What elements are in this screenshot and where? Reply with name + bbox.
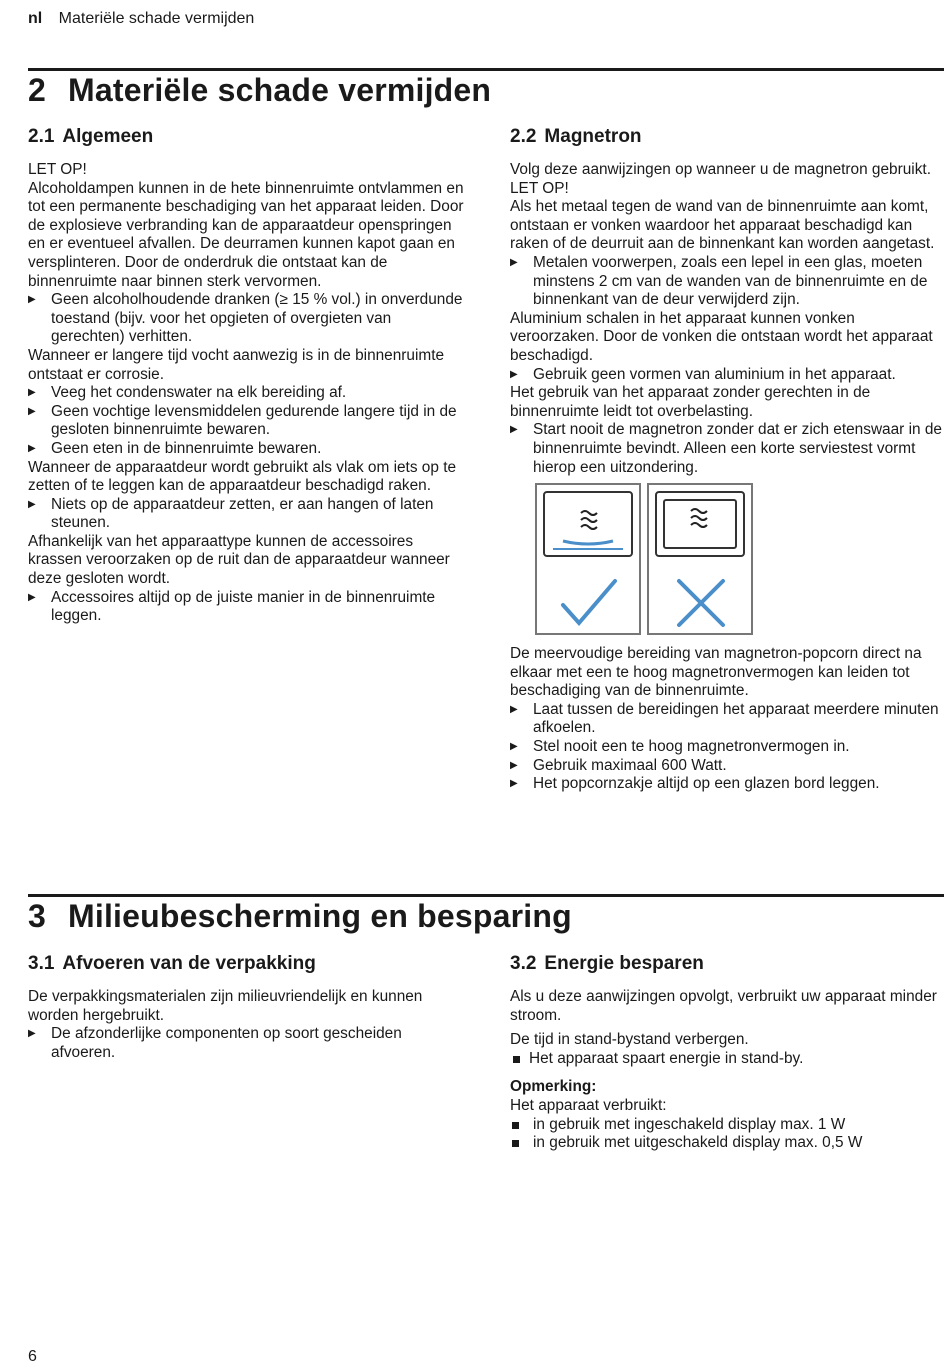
- square-list: [510, 1050, 942, 1069]
- paragraph: Aluminium schalen in het apparaat kunnen vonken veroorzaken. Door de vonken die ontstaan wordt het apparaat beschadigd.: [510, 309, 933, 364]
- microwave-waves-icon: [657, 493, 743, 555]
- page-number: 6: [28, 1348, 37, 1365]
- paragraph: De meervoudige bereiding van magnetron-popcorn direct na elkaar met een te hoog magnetronvermogen kan leiden tot beschadiging van de binnenruimte.: [510, 645, 922, 700]
- instruction-list: [28, 291, 468, 347]
- list-item-text: Het popcornzakje altijd op een glazen bord leggen.: [533, 775, 880, 793]
- list-item-text: Stel nooit een te hoog magnetronvermogen in.: [533, 738, 850, 756]
- section-title: Magnetron: [544, 126, 642, 147]
- list-item: [510, 366, 942, 385]
- square-bullet-icon: [513, 1056, 520, 1063]
- list-item-text: Laat tussen de bereidingen het apparaat meerdere minuten afkoelen.: [533, 700, 939, 737]
- bullet-icon: ▶: [28, 442, 36, 454]
- section-3-2: [510, 952, 942, 1153]
- section-heading: [28, 125, 468, 149]
- list-item-text: in gebruik met ingeschakeld display max. 1 W: [533, 1115, 846, 1133]
- list-item: [28, 589, 468, 626]
- paragraph: Wanneer er langere tijd vocht aanwezig is in de binnenruimte ontstaat er corrosie.: [28, 346, 445, 383]
- instruction-list: [28, 589, 468, 626]
- bullet-icon: ▶: [510, 778, 518, 790]
- section-2-1: [28, 125, 468, 626]
- chapter-rule: [28, 68, 944, 71]
- chapter-title-text: Materiële schade vermijden: [68, 72, 492, 108]
- section-heading: [510, 952, 942, 976]
- paragraph: Het gebruik van het apparaat zonder gerechten in de binnenruimte leidt tot overbelasting.: [510, 384, 871, 420]
- bullet-icon: ▶: [510, 703, 518, 715]
- note-label: Opmerking:: [510, 1078, 597, 1096]
- square-bullet-icon: [512, 1122, 519, 1129]
- language-code: nl: [28, 10, 43, 27]
- microwave-icon: [655, 491, 745, 557]
- instruction-list: [28, 496, 468, 533]
- square-list: [510, 1116, 942, 1153]
- note-text: Het apparaat verbruikt:: [510, 1096, 667, 1114]
- instruction-list: [510, 421, 942, 477]
- list-item-text: Geen vochtige levensmiddelen gedurende langere tijd in de gesloten binnenruimte bewaren.: [51, 402, 457, 439]
- list-item-text: Niets op de apparaatdeur zetten, er aan hangen of laten steunen.: [51, 495, 434, 532]
- list-item: [510, 254, 942, 310]
- instruction-list: [28, 384, 468, 458]
- list-item: [28, 403, 468, 440]
- list-item-text: Metalen voorwerpen, zoals een lepel in een glas, moeten minstens 2 cm van de wanden van de binnenruimte en de binnenkant van de deur verwijderd zijn.: [533, 253, 928, 309]
- list-item-text: Accessoires altijd op de juiste manier in de binnenruimte leggen.: [51, 588, 436, 625]
- bullet-icon: ▶: [510, 424, 518, 436]
- microwave-usage-figure: [535, 483, 942, 635]
- running-title: Materiële schade vermijden: [58, 10, 255, 27]
- chapter-number: 2: [28, 72, 46, 108]
- check-icon: [557, 575, 621, 631]
- bullet-icon: ▶: [28, 294, 36, 306]
- section-number: 3.2: [510, 953, 537, 974]
- list-item: [28, 496, 468, 533]
- section-heading: [28, 952, 468, 976]
- chapter-rule: [28, 894, 944, 897]
- chapter-2-title: [28, 72, 491, 109]
- microwave-waves-icon: [545, 493, 631, 555]
- section-title: Energie besparen: [544, 953, 704, 974]
- cross-icon: [669, 575, 733, 631]
- warning-label: LET OP!: [28, 161, 87, 178]
- figure-panel-correct: [535, 483, 641, 635]
- list-item-text: Gebruik maximaal 600 Watt.: [533, 756, 727, 774]
- figure-panel-wrong: [647, 483, 753, 635]
- microwave-icon: [543, 491, 633, 557]
- list-item: [28, 291, 468, 347]
- list-item-text: Geen alcoholhoudende dranken (≥ 15 % vol.) in onverdunde toestand (bijv. voor het opgieten of overgieten van gerechten) verhitten.: [51, 291, 463, 346]
- paragraph: Volg deze aanwijzingen op wanneer u de magnetron gebruikt.: [510, 161, 931, 178]
- chapter-3-title: [28, 898, 572, 935]
- bullet-icon: ▶: [28, 405, 36, 417]
- section-title: Afvoeren van de verpakking: [62, 953, 316, 974]
- bullet-icon: ▶: [510, 741, 518, 753]
- bullet-icon: ▶: [510, 256, 518, 268]
- paragraph: De verpakkingsmaterialen zijn milieuvriendelijk en kunnen worden hergebruikt.: [28, 988, 423, 1024]
- bullet-icon: ▶: [28, 498, 36, 510]
- list-item: [28, 1025, 468, 1062]
- list-item: [28, 384, 468, 403]
- list-item: [510, 421, 942, 477]
- list-item: [28, 440, 468, 459]
- running-header: [28, 10, 254, 28]
- spacer: [510, 1068, 942, 1078]
- section-3-1: [28, 952, 468, 1062]
- instruction-list: [510, 701, 942, 794]
- paragraph: Als u deze aanwijzingen opvolgt, verbruikt uw apparaat minder stroom.: [510, 988, 937, 1024]
- list-item-text: in gebruik met uitgeschakeld display max. 0,5 W: [533, 1134, 863, 1152]
- instruction-list: [28, 1025, 468, 1062]
- section-title: Algemeen: [62, 126, 154, 147]
- chapter-title-text: Milieubescherming en besparing: [68, 898, 572, 934]
- chapter-number: 3: [28, 898, 46, 934]
- list-item-text: De afzonderlijke componenten op soort gescheiden afvoeren.: [51, 1025, 402, 1061]
- paragraph: De tijd in stand-bystand verbergen.: [510, 1031, 749, 1049]
- list-item-text: Geen eten in de binnenruimte bewaren.: [51, 439, 322, 457]
- list-item: [510, 738, 942, 757]
- bullet-icon: ▶: [510, 759, 518, 771]
- bullet-icon: ▶: [28, 387, 36, 399]
- list-item-text: Het apparaat spaart energie in stand-by.: [529, 1049, 804, 1067]
- paragraph: Wanneer de apparaatdeur wordt gebruikt als vlak om iets op te zetten of te leggen kan de apparaatdeur beschadigd raken.: [28, 458, 457, 495]
- bullet-icon: ▶: [28, 1028, 36, 1040]
- list-item: [510, 701, 942, 738]
- section-number: 3.1: [28, 953, 55, 974]
- paragraph: Afhankelijk van het apparaattype kunnen de accessoires krassen veroorzaken op de ruit dan de apparaatdeur wanneer deze gesloten wordt.: [28, 532, 450, 588]
- section-heading: [510, 125, 942, 149]
- list-item: [510, 775, 942, 794]
- list-item-text: Veeg het condenswater na elk bereiding af.: [51, 384, 347, 402]
- paragraph: Alcoholdampen kunnen in de hete binnenruimte ontvlammen en tot een permanente beschadiging van het apparaat leiden. Door de explosieve verbranding kan de apparaatdeur openspringen en er eventueel afvallen. De deurramen kunnen kapot gaan en versplinteren. Door de onderdruk die ontstaat kan de binnenruimte naar binnen sterk vervormen.: [28, 179, 464, 290]
- list-item-text: Gebruik geen vormen van aluminium in het apparaat.: [533, 365, 896, 383]
- section-2-2: [510, 125, 942, 794]
- section-number: 2.1: [28, 126, 55, 147]
- list-item: [510, 757, 942, 776]
- list-item: [510, 1134, 942, 1153]
- square-bullet-icon: [512, 1140, 519, 1147]
- bullet-icon: ▶: [510, 368, 518, 380]
- list-item: [510, 1116, 942, 1135]
- list-item-text: Start nooit de magnetron zonder dat er zich etenswaar in de binnenruimte bevindt. Alleen een korte serviestest vormt hierop een uitzondering.: [533, 421, 942, 476]
- section-number: 2.2: [510, 126, 537, 147]
- instruction-list: [510, 366, 942, 385]
- instruction-list: [510, 254, 942, 310]
- list-item: [510, 1050, 942, 1069]
- bullet-icon: ▶: [28, 591, 36, 603]
- warning-label: LET OP!: [510, 179, 569, 197]
- paragraph: Als het metaal tegen de wand van de binnenruimte aan komt, ontstaan er vonken waardoor het apparaat beschadigd kan raken of de deurruit aan de binnenkant kan worden aangetast.: [510, 198, 935, 253]
